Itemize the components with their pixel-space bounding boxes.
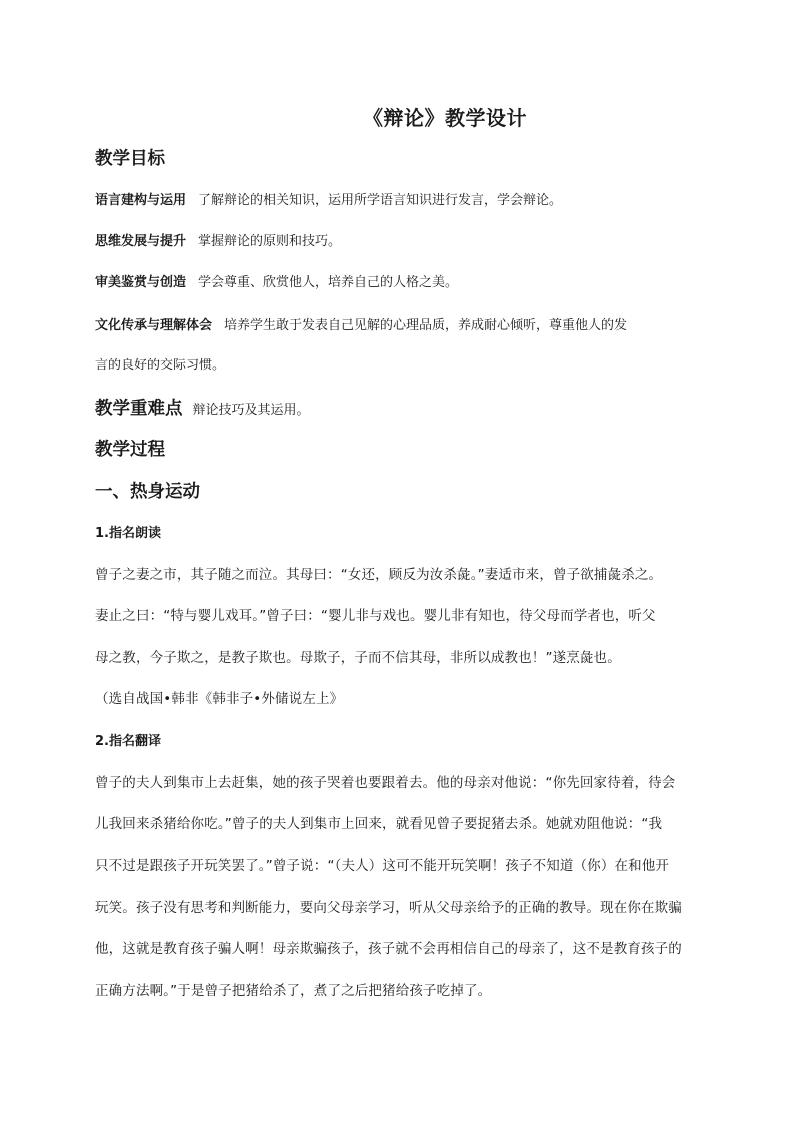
step-heading: 2.指名翻译 xyxy=(95,734,161,749)
section-heading: 一、热身运动 xyxy=(95,482,200,502)
objective-label: 语言建构与运用 xyxy=(95,193,187,208)
objectives-heading: 教学目标 xyxy=(95,149,165,169)
objective-text: 了解辩论的相关知识，运用所学语言知识进行发言，学会辩论。 xyxy=(198,193,563,208)
paragraph-line: 母之教，今子欺之，是教子欺也。母欺子，子而不信其母，非所以成教也！”遂烹彘也。 xyxy=(95,650,621,666)
objective-label: 文化传承与理解体会 xyxy=(95,318,213,333)
paragraph-line: 儿我回来杀猪给你吃。”曾子的夫人到集市上回来，就看见曾子要捉猪去杀。她就劝阻他说：“我 xyxy=(95,816,663,832)
paragraph-line: 曾子的夫人到集市上去赶集，她的孩子哭着也要跟着去。他的母亲对他说：“你先回家待着，待会 xyxy=(95,775,676,791)
objective-text-continued: 言的良好的交际习惯。 xyxy=(95,358,226,373)
key-points-heading xyxy=(95,396,310,424)
paragraph-line: 只不过是跟孩子开玩笑罢了。”曾子说：“（夫人）这可不能开玩笑啊！孩子不知道（你）在和他开 xyxy=(95,858,670,874)
objective-item xyxy=(95,191,562,211)
objective-text: 掌握辩论的原则和技巧。 xyxy=(198,234,342,249)
paragraph-line: 他，这就是教育孩子骗人啊！母亲欺骗孩子，孩子就不会再相信自己的母亲了，这不是教育孩子的 xyxy=(95,941,682,957)
key-points-label: 教学重难点 xyxy=(95,399,183,419)
objective-item xyxy=(95,316,627,336)
source-citation: （选自战国•韩非《韩非子•外储说左上》 xyxy=(95,691,344,707)
objective-text: 学会尊重、欣赏他人，培养自己的人格之美。 xyxy=(198,275,459,290)
process-heading: 教学过程 xyxy=(95,440,165,460)
paragraph-line: 曾子之妻之市，其子随之而泣。其母曰：“女还，顾反为汝杀彘。”妻适市来，曾子欲捕彘杀之。 xyxy=(95,567,663,583)
document-title: 《辩论》教学设计 xyxy=(363,106,527,130)
document-page xyxy=(95,0,705,1122)
paragraph-line: 妻止之曰：“特与婴儿戏耳。”曾子曰：“婴儿非与戏也。婴儿非有知也，待父母而学者也，听父 xyxy=(95,608,656,624)
key-points-text: 辩论技巧及其运用。 xyxy=(192,403,310,418)
objective-item xyxy=(95,273,458,293)
objective-item xyxy=(95,232,341,252)
objective-label: 思维发展与提升 xyxy=(95,234,187,249)
objective-text: 培养学生敢于发表自己见解的心理品质，养成耐心倾听，尊重他人的发 xyxy=(224,318,628,333)
paragraph-line: 正确方法啊。”于是曾子把猪给杀了，煮了之后把猪给孩子吃掉了。 xyxy=(95,983,492,999)
paragraph-line: 玩笑。孩子没有思考和判断能力，要向父母亲学习，听从父母亲给予的正确的教导。现在你在欺骗 xyxy=(95,900,682,916)
step-heading: 1.指名朗读 xyxy=(95,526,161,541)
objective-label: 审美鉴赏与创造 xyxy=(95,275,187,290)
